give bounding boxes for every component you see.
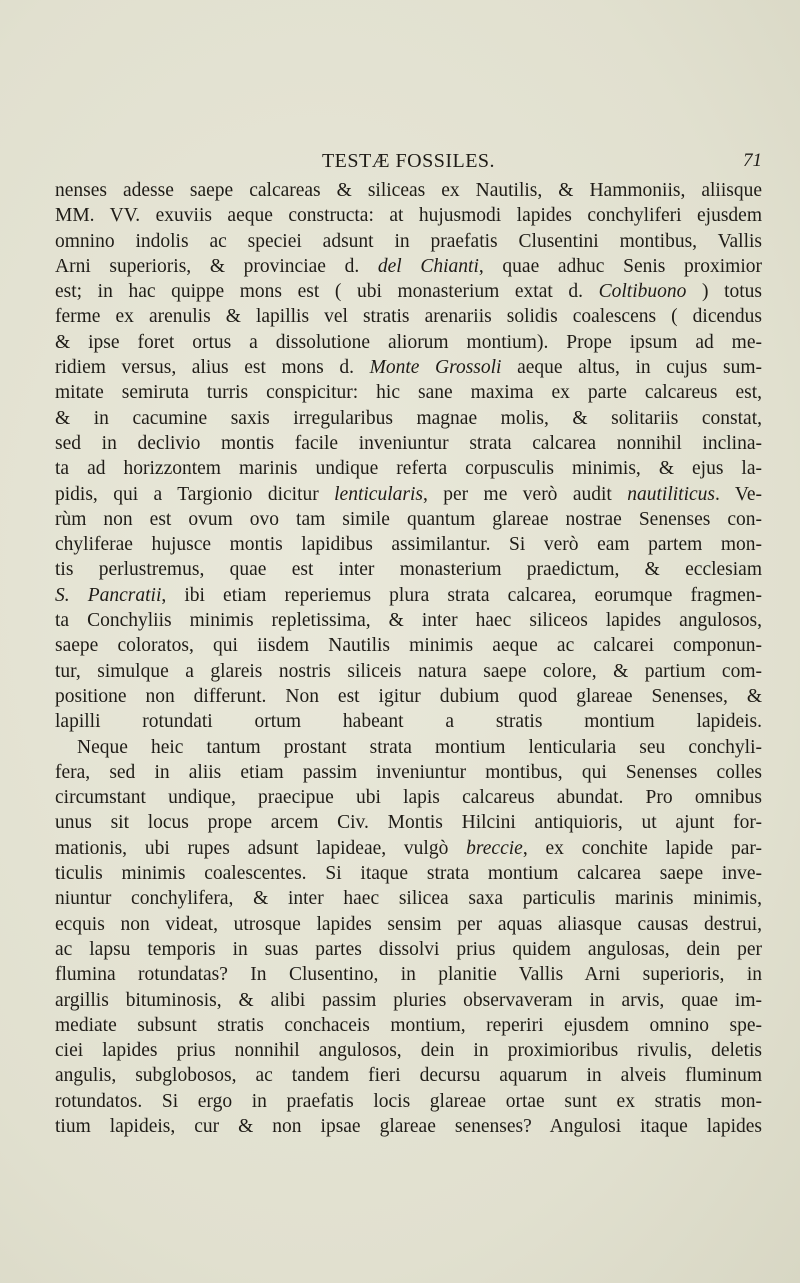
text-segment: fera, sed in aliis etiam passim inveniuntur montibus, qui Senenses colles xyxy=(55,761,762,783)
text-segment: . Ve- xyxy=(715,483,762,505)
italic-term: Coltibuono xyxy=(598,281,687,303)
text-line xyxy=(55,1038,762,1063)
text-line xyxy=(55,557,762,582)
italic-term: breccie xyxy=(466,837,523,859)
text-segment: ecquis non videat, utrosque lapides sensim per aquas aliasque causas destrui, xyxy=(55,913,762,935)
page-number: 71 xyxy=(743,150,762,171)
text-line xyxy=(55,583,762,608)
text-line xyxy=(55,304,762,329)
text-segment: aeque altus, in cujus sum- xyxy=(501,357,762,379)
text-line xyxy=(55,355,762,380)
text-line xyxy=(55,760,762,785)
text-segment: rùm non est ovum ovo tam simile quantum glareae nostrae Senenses con- xyxy=(55,508,762,530)
running-title: TESTÆ FOSSILES. xyxy=(321,150,496,172)
text-segment: Arni superioris, & provinciae d. xyxy=(55,255,378,277)
text-segment: flumina rotundatas? In Clusentino, in planitie Vallis Arni superioris, in xyxy=(55,964,762,986)
text-line xyxy=(55,962,762,987)
text-segment: , ex conchite lapide par- xyxy=(522,837,762,859)
text-line xyxy=(55,507,762,532)
text-segment: tium lapideis, cur & non ipsae glareae senenses? Angulosi itaque lapides xyxy=(55,1115,762,1137)
text-line xyxy=(55,937,762,962)
text-segment: mediate subsunt stratis conchaceis montium, reperiri ejusdem omnino spe- xyxy=(55,1014,762,1036)
text-line xyxy=(55,330,762,355)
text-segment: rotundatos. Si ergo in praefatis locis glareae ortae sunt ex stratis mon- xyxy=(55,1090,762,1112)
text-segment: tur, simulque a glareis nostris siliceis natura saepe colore, & partium com- xyxy=(55,660,762,682)
text-segment: ) totus xyxy=(686,281,763,303)
text-line xyxy=(55,482,762,507)
text-segment: ac lapsu temporis in suas partes dissolvi prius quidem angulosas, dein per xyxy=(55,938,762,960)
text-segment: pidis, qui a Targionio dicitur xyxy=(55,483,335,505)
text-segment: ticulis minimis coalescentes. Si itaque strata montium calcarea saepe inve- xyxy=(55,863,762,885)
text-line xyxy=(55,886,762,911)
text-segment: ta Conchyliis minimis repletissima, & inter haec siliceos lapides angulosos, xyxy=(55,610,762,632)
text-segment: angulis, subglobosos, ac tandem fieri decursu aquarum in alveis fluminum xyxy=(55,1065,762,1087)
text-segment: nenses adesse saepe calcareas & siliceas ex Nautilis, & Hammoniis, aliisque xyxy=(55,180,762,201)
text-line xyxy=(55,279,762,304)
text-segment: , per me verò audit xyxy=(422,483,628,505)
text-line xyxy=(55,836,762,861)
text-line xyxy=(55,203,762,228)
text-segment: ciei lapides prius nonnihil angulosos, dein in proximioribus rivulis, deletis xyxy=(55,1040,762,1062)
text-segment: argillis bituminosis, & alibi passim pluries observaveram in arvis, quae im- xyxy=(55,989,762,1011)
text-segment: mitate semiruta turris conspicitur: hic sane maxima ex parte calcareus est, xyxy=(55,382,762,404)
text-line xyxy=(55,1013,762,1038)
text-segment: omnino indolis ac speciei adsunt in praefatis Clusentini montibus, Vallis xyxy=(55,230,762,252)
text-line xyxy=(55,810,762,835)
italic-term: S. Pancratii xyxy=(55,584,162,606)
italic-term: lenticularis xyxy=(334,483,423,505)
text-segment: chyliferae hujusce montis lapidibus assimilantur. Si verò eam partem mon- xyxy=(55,534,762,556)
text-segment: tis perlustremus, quae est inter monasterium praedictum, & ecclesiam xyxy=(55,559,762,581)
text-segment: est; in hac quippe mons est ( ubi monasterium extat d. xyxy=(55,281,599,303)
italic-term: Monte Grossoli xyxy=(369,357,502,379)
text-line xyxy=(55,785,762,810)
text-segment: ta ad horizzontem marinis undique referta corpusculis minimis, & ejus la- xyxy=(55,458,762,480)
text-segment: sed in declivio montis facile inveniuntur strata calcarea nonnihil inclina- xyxy=(55,432,762,454)
text-segment: lapilli rotundati ortum habeant a stratis montium lapideis. xyxy=(55,711,762,733)
text-line xyxy=(55,735,762,760)
text-segment: Neque heic tantum prostant strata montium lenticularia seu conchyli- xyxy=(77,736,762,758)
text-line xyxy=(55,380,762,405)
text-segment: positione non differunt. Non est igitur dubium quod glareae Senenses, & xyxy=(55,685,762,707)
text-line xyxy=(55,431,762,456)
text-segment: ridiem versus, alius est mons d. xyxy=(55,357,370,379)
text-line xyxy=(55,532,762,557)
text-line xyxy=(55,861,762,886)
text-segment: & in cacumine saxis irregularibus magnae molis, & solitariis constat, xyxy=(55,407,762,429)
text-line xyxy=(55,912,762,937)
text-line xyxy=(55,633,762,658)
text-line xyxy=(55,684,762,709)
text-line xyxy=(55,229,762,254)
text-segment: circumstant undique, praecipue ubi lapis calcareus abundat. Pro omnibus xyxy=(55,787,762,809)
text-segment: unus sit locus prope arcem Civ. Montis Hilcini antiquioris, ut ajunt for- xyxy=(55,812,762,834)
text-line xyxy=(55,178,762,203)
text-segment: & ipse foret ortus a dissolutione aliorum montium). Prope ipsum ad me- xyxy=(55,331,762,353)
text-segment: , quae adhuc Senis proximior xyxy=(478,255,762,277)
text-segment: saepe coloratos, qui iisdem Nautilis minimis aeque ac calcarei componun- xyxy=(55,635,762,657)
text-segment: niuntur conchylifera, & inter haec silicea saxa particulis marinis minimis, xyxy=(55,888,762,910)
text-segment: mationis, ubi rupes adsunt lapideae, vulgò xyxy=(55,837,467,859)
body-text xyxy=(55,178,762,1139)
text-line xyxy=(55,1089,762,1114)
text-segment: ferme ex arenulis & lapillis vel stratis arenariis solidis coalescens ( dicendus xyxy=(55,306,762,328)
text-segment: , ibi etiam reperiemus plura strata calcarea, eorumque fragmen- xyxy=(161,584,762,606)
text-line xyxy=(55,1114,762,1139)
text-line xyxy=(55,406,762,431)
italic-term: nautiliticus xyxy=(627,483,715,505)
text-segment: MM. VV. exuviis aeque constructa: at hujusmodi lapides conchyliferi ejusdem xyxy=(55,205,762,227)
text-line xyxy=(55,709,762,734)
text-line xyxy=(55,254,762,279)
text-line xyxy=(55,608,762,633)
italic-term: del Chianti xyxy=(377,255,479,277)
page-header xyxy=(55,150,762,176)
text-line xyxy=(55,659,762,684)
text-line xyxy=(55,988,762,1013)
text-line xyxy=(55,456,762,481)
text-line xyxy=(55,1063,762,1088)
